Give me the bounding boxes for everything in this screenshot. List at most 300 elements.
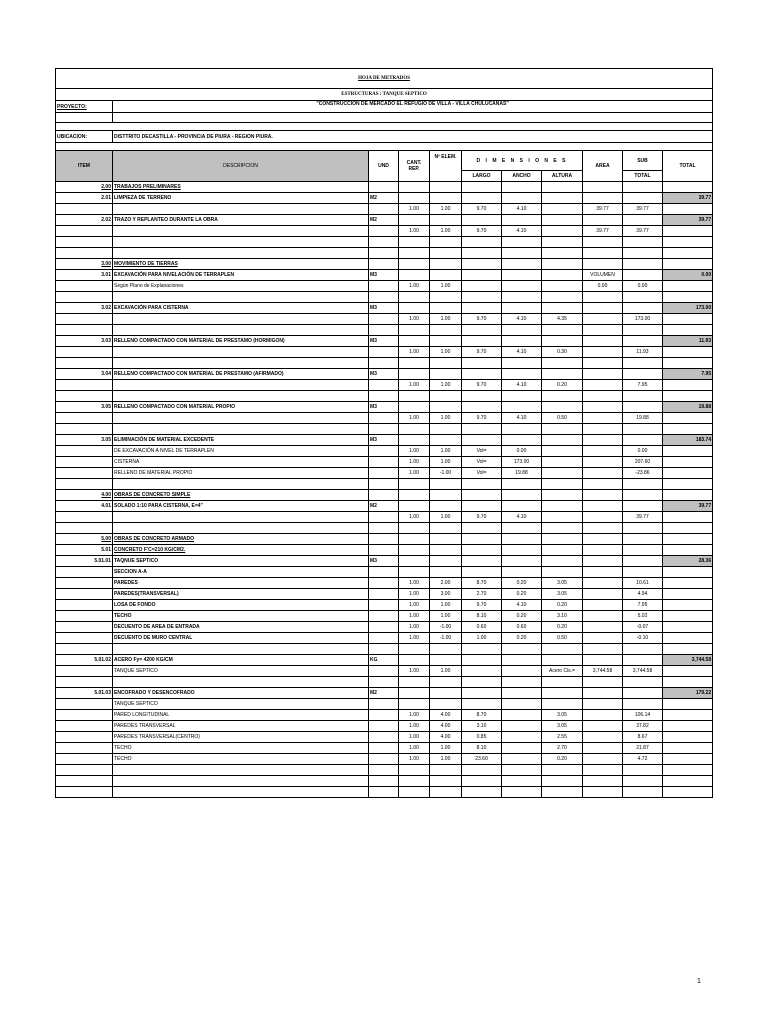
cell-area (583, 611, 623, 622)
cell-sub (623, 501, 663, 512)
cell-ancho: 173.00 (502, 457, 542, 468)
cell-nelem: 1.00 (430, 754, 462, 765)
table-row-partida (56, 556, 713, 567)
cell-und (369, 622, 399, 633)
table-row-partida (56, 501, 713, 512)
cell-largo: 3.10 (462, 721, 502, 732)
cell-total (663, 468, 713, 479)
cell-cant: 1.00 (399, 314, 430, 325)
cell-sub (623, 215, 663, 226)
cell-nelem (430, 655, 462, 666)
cell-total (663, 204, 713, 215)
cell-altura (542, 457, 583, 468)
cell-total (663, 446, 713, 457)
cell-cant: 1.00 (399, 754, 430, 765)
cell-desc (113, 358, 369, 369)
cell-desc (113, 226, 369, 237)
cell-largo (462, 369, 502, 380)
header-rep: REP. (408, 166, 420, 172)
cell-cant (399, 402, 430, 413)
cell-area (583, 435, 623, 446)
cell-item: 2.02 (56, 215, 113, 226)
cell-ancho (502, 754, 542, 765)
table-row-blank (56, 424, 713, 435)
cell-item (56, 391, 113, 402)
cell-ancho: 4.10 (502, 204, 542, 215)
cell-item (56, 677, 113, 688)
cell-total (663, 534, 713, 545)
cell-ancho (502, 545, 542, 556)
cell-total (663, 589, 713, 600)
cell-und (369, 490, 399, 501)
cell-ancho: 4.10 (502, 413, 542, 424)
cell-sub (623, 765, 663, 776)
proyecto-value: "CONSTRUCCION DE MERCADO EL REFUGIO DE VILLA - VILLA CHULUCANAS" (113, 101, 713, 113)
cell-und (369, 633, 399, 644)
cell-sub (623, 193, 663, 204)
cell-sub (623, 369, 663, 380)
table-row-blank (56, 776, 713, 787)
table-row-detail (56, 710, 713, 721)
table-row-detail-b (56, 589, 713, 600)
cell-sub (623, 655, 663, 666)
table-row-detail (56, 754, 713, 765)
cell-total (663, 754, 713, 765)
cell-sub: 39.77 (623, 204, 663, 215)
cell-desc: RELLENO COMPACTADO CON MATERIAL DE PRESTAMO (HORMIGON) (113, 336, 369, 347)
cell-sub: 4.94 (623, 589, 663, 600)
cell-area (583, 743, 623, 754)
cell-area (583, 479, 623, 490)
cell-altura (542, 193, 583, 204)
cell-cant (399, 215, 430, 226)
cell-largo (462, 655, 502, 666)
table-row-detail (56, 380, 713, 391)
cell-largo: 8.70 (462, 578, 502, 589)
cell-sub: 11.93 (623, 347, 663, 358)
table-row-detail (56, 512, 713, 523)
cell-desc (113, 479, 369, 490)
table-row-blank (56, 237, 713, 248)
cell-cant (399, 688, 430, 699)
cell-nelem (430, 402, 462, 413)
cell-und (369, 765, 399, 776)
cell-nelem: 1.00 (430, 457, 462, 468)
cell-nelem: 1.00 (430, 446, 462, 457)
cell-cant (399, 435, 430, 446)
table-row-detail-b (56, 633, 713, 644)
table-row-section (56, 490, 713, 501)
cell-area (583, 413, 623, 424)
cell-sub (623, 490, 663, 501)
cell-desc (113, 204, 369, 215)
cell-area (583, 787, 623, 798)
cell-ancho: 4.10 (502, 226, 542, 237)
table-row-section (56, 182, 713, 193)
header-total: TOTAL (663, 151, 713, 182)
cell-ancho (502, 259, 542, 270)
cell-und: M3 (369, 303, 399, 314)
cell-und (369, 677, 399, 688)
cell-nelem (430, 248, 462, 259)
cell-und: M2 (369, 215, 399, 226)
cell-total (663, 578, 713, 589)
cell-largo (462, 545, 502, 556)
cell-total: 11.93 (663, 336, 713, 347)
cell-ancho (502, 644, 542, 655)
cell-area (583, 699, 623, 710)
cell-nelem (430, 677, 462, 688)
cell-area (583, 765, 623, 776)
cell-cant (399, 556, 430, 567)
cell-item: 4.00 (56, 490, 113, 501)
cell-total: 28.36 (663, 556, 713, 567)
cell-desc: PARED LONGITUDINAL (113, 710, 369, 721)
ubicacion-label: UBICACION: (56, 131, 113, 143)
cell-item (56, 743, 113, 754)
cell-item (56, 611, 113, 622)
cell-total (663, 710, 713, 721)
cell-cant (399, 303, 430, 314)
cell-total (663, 358, 713, 369)
cell-desc: TECHO (113, 611, 369, 622)
cell-largo: 9.70 (462, 413, 502, 424)
cell-largo (462, 402, 502, 413)
table-row-partida (56, 655, 713, 666)
cell-total (663, 743, 713, 754)
cell-altura (542, 281, 583, 292)
cell-und (369, 391, 399, 402)
cell-und (369, 237, 399, 248)
cell-total (663, 633, 713, 644)
cell-und: M2 (369, 688, 399, 699)
cell-und (369, 380, 399, 391)
cell-und (369, 292, 399, 303)
table-row-partida (56, 369, 713, 380)
cell-area (583, 215, 623, 226)
cell-largo (462, 534, 502, 545)
cell-altura: 0.20 (542, 600, 583, 611)
cell-ancho (502, 721, 542, 732)
table-row-detail-b (56, 600, 713, 611)
cell-item (56, 666, 113, 677)
cell-nelem (430, 699, 462, 710)
cell-und (369, 523, 399, 534)
cell-und (369, 754, 399, 765)
cell-nelem: 1.00 (430, 204, 462, 215)
cell-largo (462, 259, 502, 270)
cell-sub: 21.87 (623, 743, 663, 754)
cell-desc: TANQUE SEPTICO (113, 699, 369, 710)
cell-und (369, 666, 399, 677)
cell-desc: DE EXCAVACIÓN A NIVEL DE TERRAPLEN (113, 446, 369, 457)
cell-ancho (502, 765, 542, 776)
cell-ancho (502, 292, 542, 303)
cell-desc: PAREDES TRANSVERSAL (113, 721, 369, 732)
table-row-blank (56, 248, 713, 259)
cell-desc: PAREDES TRANSVERSAL(CENTRO) (113, 732, 369, 743)
cell-cant: 1.00 (399, 204, 430, 215)
cell-altura: 3.05 (542, 710, 583, 721)
cell-area (583, 292, 623, 303)
cell-nelem: 4.00 (430, 732, 462, 743)
cell-altura (542, 446, 583, 457)
cell-sub: -23.86 (623, 468, 663, 479)
cell-desc: CONCRETO F'C=210 KG/CM2. (113, 545, 369, 556)
cell-cant (399, 567, 430, 578)
header-und: UND (369, 151, 399, 182)
cell-nelem: 1.00 (430, 743, 462, 754)
cell-cant: 1.00 (399, 611, 430, 622)
cell-nelem: 1.00 (430, 347, 462, 358)
cell-item (56, 589, 113, 600)
cell-item (56, 468, 113, 479)
table-row-partida (56, 435, 713, 446)
cell-ancho (502, 424, 542, 435)
cell-total: 183.74 (663, 435, 713, 446)
table-row-partida (56, 215, 713, 226)
cell-sub: 173.00 (623, 314, 663, 325)
table-row-detail (56, 226, 713, 237)
cell-desc: RELLENO COMPACTADO CON MATERIAL DE PRESTAMO (AFIRMADO) (113, 369, 369, 380)
cell-ancho: 4.10 (502, 380, 542, 391)
table-row-detail (56, 314, 713, 325)
cell-sub (623, 435, 663, 446)
cell-nelem: -1.00 (430, 468, 462, 479)
cell-cant: 1.00 (399, 600, 430, 611)
table-row-detail (56, 468, 713, 479)
cell-area (583, 600, 623, 611)
table-row-detail (56, 413, 713, 424)
cell-cant: 1.00 (399, 413, 430, 424)
cell-desc: ACERO Fy= 4200 KG/CM (113, 655, 369, 666)
cell-total (663, 611, 713, 622)
table-row-blank (56, 644, 713, 655)
cell-und: M2 (369, 193, 399, 204)
cell-cant: 1.00 (399, 457, 430, 468)
cell-desc: EXCAVACIÓN PARA CISTERNA (113, 303, 369, 314)
cell-area (583, 523, 623, 534)
page-title: HOJA DE METRADOS (56, 69, 713, 89)
cell-largo: 9.70 (462, 314, 502, 325)
cell-ancho: 0.20 (502, 633, 542, 644)
cell-largo (462, 644, 502, 655)
cell-desc (113, 347, 369, 358)
cell-sub: 4.72 (623, 754, 663, 765)
cell-nelem: 4.00 (430, 710, 462, 721)
cell-item: 5.01 (56, 545, 113, 556)
cell-sub (623, 534, 663, 545)
cell-nelem (430, 556, 462, 567)
cell-desc (113, 292, 369, 303)
cell-item (56, 237, 113, 248)
cell-und (369, 248, 399, 259)
cell-sub: 39.77 (623, 512, 663, 523)
cell-altura: 3.10 (542, 611, 583, 622)
cell-ancho (502, 710, 542, 721)
cell-area (583, 622, 623, 633)
header-sub: SUB (623, 151, 663, 171)
cell-und (369, 446, 399, 457)
cell-largo: Vol= (462, 468, 502, 479)
cell-area (583, 534, 623, 545)
cell-altura (542, 270, 583, 281)
cell-und (369, 545, 399, 556)
cell-ancho (502, 248, 542, 259)
cell-largo: 9.70 (462, 380, 502, 391)
cell-altura (542, 237, 583, 248)
table-row-detail (56, 699, 713, 710)
cell-item (56, 380, 113, 391)
cell-item: 2.00 (56, 182, 113, 193)
cell-altura (542, 226, 583, 237)
cell-item (56, 457, 113, 468)
header-cant: CANT. (406, 160, 422, 166)
cell-largo (462, 391, 502, 402)
cell-item: 2.01 (56, 193, 113, 204)
cell-item (56, 578, 113, 589)
header-subtotal: TOTAL (623, 171, 663, 182)
cell-nelem (430, 479, 462, 490)
cell-area (583, 556, 623, 567)
cell-und (369, 226, 399, 237)
cell-ancho (502, 303, 542, 314)
table-row-detail (56, 732, 713, 743)
cell-cant: 1.00 (399, 721, 430, 732)
cell-nelem: 1.00 (430, 314, 462, 325)
cell-und (369, 479, 399, 490)
cell-cant: 1.00 (399, 468, 430, 479)
cell-nelem (430, 193, 462, 204)
metrados-sheet (55, 68, 712, 798)
cell-ancho (502, 534, 542, 545)
cell-ancho (502, 358, 542, 369)
cell-desc: TANQUE SEPTICO (113, 666, 369, 677)
cell-cant (399, 523, 430, 534)
cell-area (583, 193, 623, 204)
cell-area (583, 248, 623, 259)
cell-largo (462, 776, 502, 787)
table-row-blank (56, 677, 713, 688)
cell-desc (113, 644, 369, 655)
cell-area (583, 512, 623, 523)
cell-cant (399, 248, 430, 259)
cell-item (56, 292, 113, 303)
cell-largo: Vol= (462, 446, 502, 457)
cell-item: 3.01 (56, 270, 113, 281)
cell-largo (462, 215, 502, 226)
cell-largo (462, 490, 502, 501)
cell-nelem (430, 391, 462, 402)
cell-desc (113, 765, 369, 776)
cell-und (369, 358, 399, 369)
cell-altura: 3.05 (542, 721, 583, 732)
cell-altura (542, 567, 583, 578)
cell-total (663, 248, 713, 259)
cell-area (583, 347, 623, 358)
cell-area (583, 380, 623, 391)
cell-item (56, 512, 113, 523)
cell-largo (462, 523, 502, 534)
cell-und (369, 325, 399, 336)
cell-und (369, 721, 399, 732)
cell-und (369, 567, 399, 578)
table-row-detail (56, 446, 713, 457)
cell-nelem (430, 567, 462, 578)
cell-total (663, 523, 713, 534)
cell-sub (623, 567, 663, 578)
cell-nelem (430, 523, 462, 534)
table-row-detail-b (56, 611, 713, 622)
cell-sub (623, 523, 663, 534)
cell-und (369, 347, 399, 358)
cell-largo (462, 501, 502, 512)
cell-sub (623, 303, 663, 314)
cell-nelem: 1.00 (430, 226, 462, 237)
cell-item: 3.04 (56, 369, 113, 380)
cell-item (56, 446, 113, 457)
cell-und: M3 (369, 402, 399, 413)
cell-largo (462, 325, 502, 336)
cell-sub: -0.07 (623, 622, 663, 633)
cell-und: M3 (369, 556, 399, 567)
cell-desc: OBRAS DE CONCRETO ARMADO (113, 534, 369, 545)
cell-area: 3,744.58 (583, 666, 623, 677)
cell-ancho (502, 501, 542, 512)
cell-total (663, 292, 713, 303)
cell-altura (542, 424, 583, 435)
cell-cant (399, 358, 430, 369)
table-row-section (56, 534, 713, 545)
cell-nelem: 1.00 (430, 380, 462, 391)
cell-altura (542, 468, 583, 479)
cell-und (369, 589, 399, 600)
cell-desc (113, 523, 369, 534)
header-descripcion: DESCRIPCION (113, 151, 369, 182)
cell-altura (542, 655, 583, 666)
cell-und (369, 512, 399, 523)
cell-area (583, 402, 623, 413)
cell-sub (623, 776, 663, 787)
cell-ancho (502, 325, 542, 336)
cell-largo: 9.70 (462, 600, 502, 611)
proyecto-label: PROYECTO: (56, 101, 113, 113)
cell-sub (623, 292, 663, 303)
cell-altura (542, 765, 583, 776)
cell-altura (542, 402, 583, 413)
table-row-detail (56, 721, 713, 732)
cell-und (369, 787, 399, 798)
cell-largo: 9.70 (462, 204, 502, 215)
cell-und (369, 259, 399, 270)
cell-nelem (430, 215, 462, 226)
cell-largo: 8.10 (462, 611, 502, 622)
cell-item (56, 281, 113, 292)
cell-desc (113, 424, 369, 435)
cell-total (663, 281, 713, 292)
cell-area (583, 589, 623, 600)
cell-und (369, 743, 399, 754)
cell-altura (542, 204, 583, 215)
cell-largo: Vol= (462, 457, 502, 468)
header-nelem: Nº ELEM. (430, 151, 462, 182)
cell-sub: 106.14 (623, 710, 663, 721)
cell-cant: 1.00 (399, 512, 430, 523)
cell-altura (542, 248, 583, 259)
cell-item (56, 622, 113, 633)
cell-largo (462, 787, 502, 798)
cell-und (369, 578, 399, 589)
